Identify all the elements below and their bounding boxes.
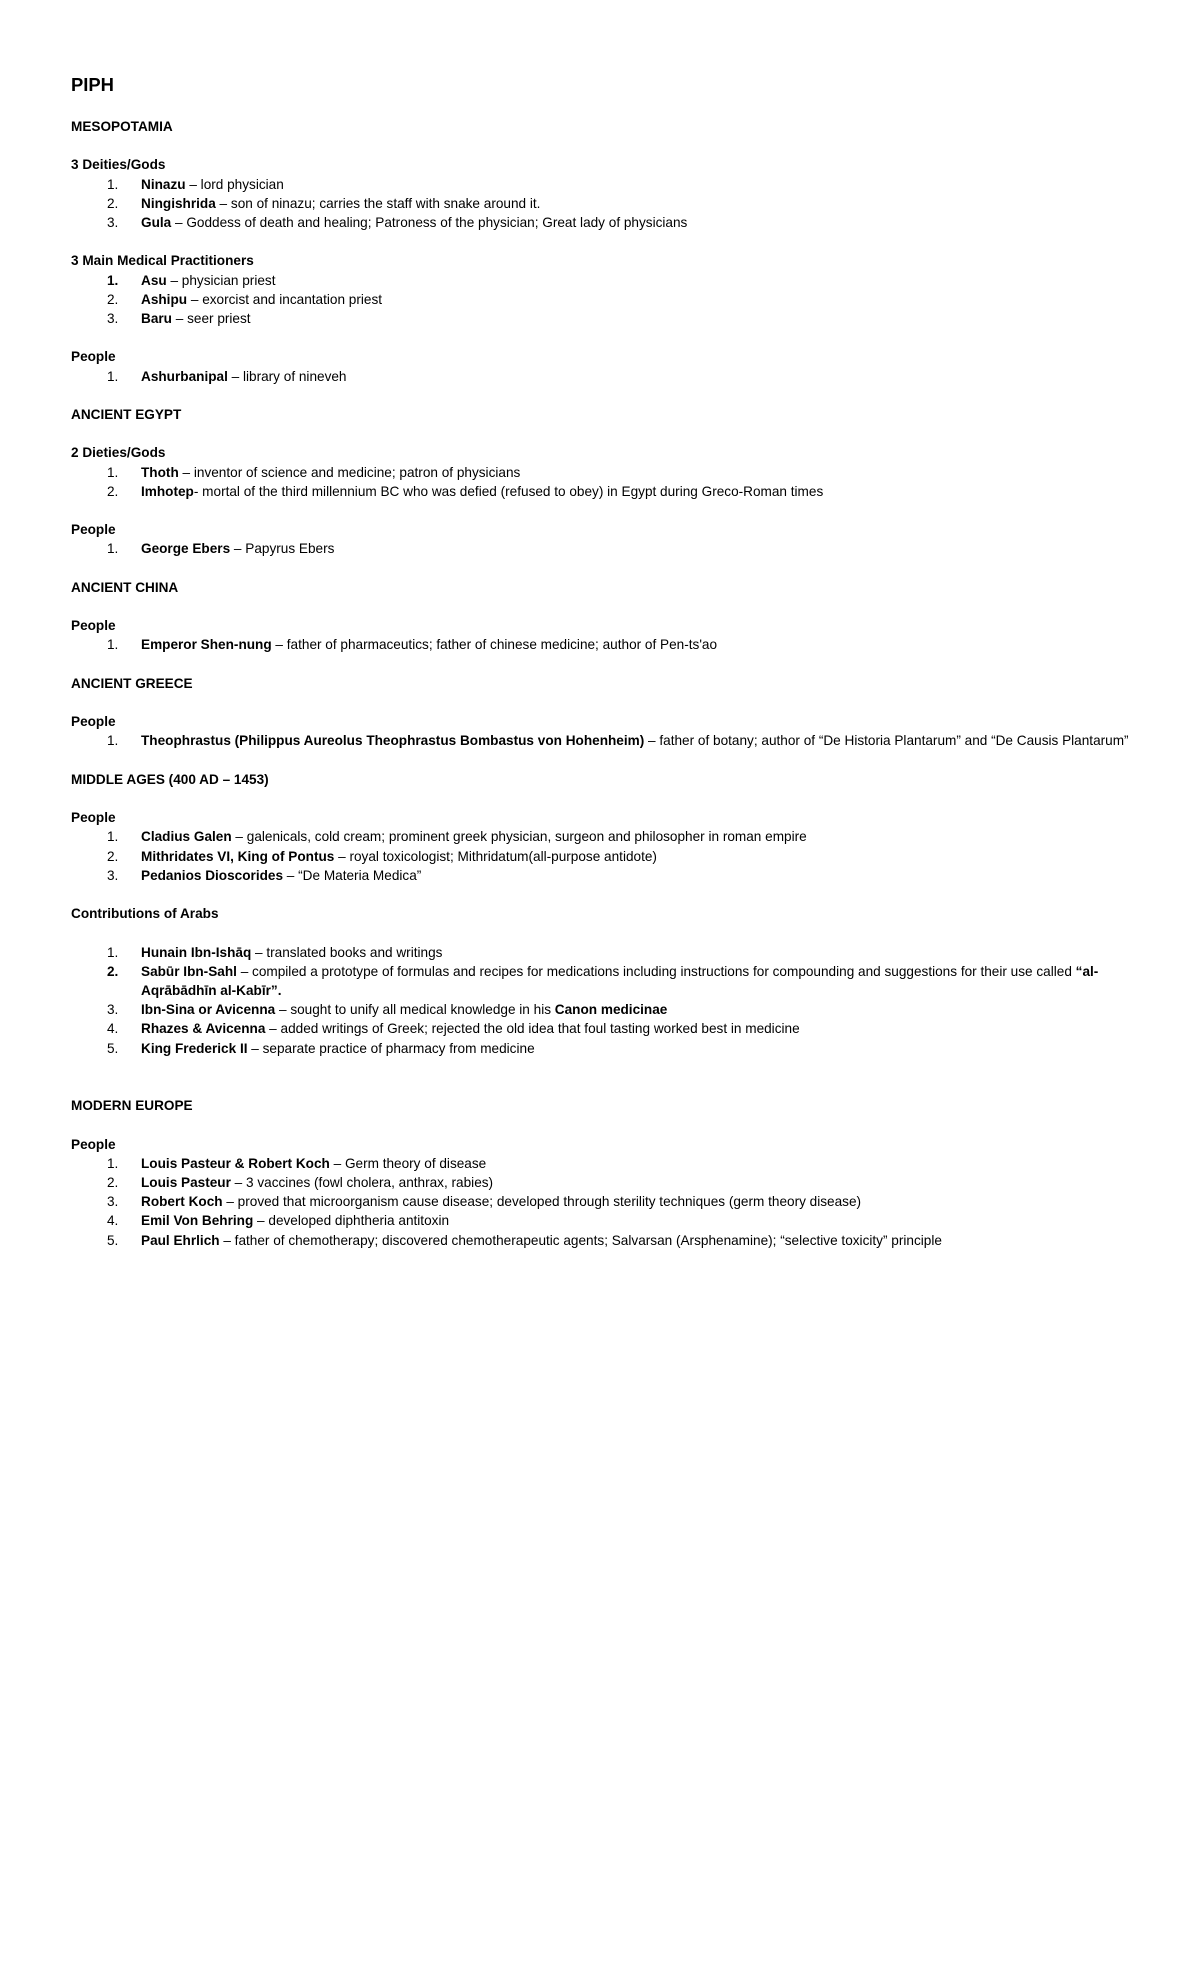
list-number: 1. bbox=[107, 829, 119, 845]
item-name: Mithridates VI, King of Pontus bbox=[141, 848, 335, 864]
egypt-people-group bbox=[71, 520, 1131, 558]
document-page bbox=[71, 74, 1131, 1269]
list-item bbox=[71, 463, 1131, 482]
arabs-group bbox=[71, 943, 1131, 1058]
item-name: Louis Pasteur bbox=[141, 1174, 231, 1190]
list-number: 3. bbox=[107, 1002, 119, 1018]
list-number: 1. bbox=[107, 1155, 119, 1171]
deities-list bbox=[71, 463, 1131, 501]
list-item bbox=[71, 1173, 1131, 1192]
people-list bbox=[71, 827, 1131, 885]
item-name: Louis Pasteur & Robert Koch bbox=[141, 1155, 330, 1171]
subheading-people: People bbox=[71, 714, 116, 730]
item-name: Imhotep bbox=[141, 483, 194, 499]
subheading-contributions-of-arabs: Contributions of Arabs bbox=[71, 906, 219, 922]
item-name: Ashurbanipal bbox=[141, 368, 228, 384]
item-emphasis: Canon medicinae bbox=[554, 1002, 668, 1018]
item-description: – separate practice of pharmacy from medicine bbox=[247, 1040, 535, 1056]
list-number: 5. bbox=[107, 1040, 119, 1056]
list-item bbox=[71, 847, 1131, 866]
item-description: – Goddess of death and healing; Patroness of the physician; Great lady of physicians bbox=[171, 215, 688, 230]
item-description: – exorcist and incantation priest bbox=[187, 291, 383, 307]
list-number: 5. bbox=[107, 1232, 119, 1248]
list-item bbox=[71, 1231, 1131, 1250]
people-list bbox=[71, 367, 1131, 386]
list-item bbox=[71, 827, 1131, 846]
item-name: Gula bbox=[141, 215, 172, 230]
item-name: Hunain Ibn-Ishāq bbox=[141, 944, 252, 960]
list-item bbox=[71, 213, 1131, 232]
item-description: – sought to unify all medical knowledge in his bbox=[275, 1002, 555, 1018]
item-name: Cladius Galen bbox=[141, 829, 232, 845]
item-name: Theophrastus (Philippus Aureolus Theophrastus Bombastus von Hohenheim) bbox=[141, 733, 645, 749]
people-list bbox=[71, 539, 1131, 558]
item-description: – seer priest bbox=[171, 311, 251, 326]
item-description: – son of ninazu; carries the staff with snake around it. bbox=[215, 195, 541, 211]
section-heading-mesopotamia: MESOPOTAMIA bbox=[71, 119, 173, 134]
mesopotamia-practitioners-group bbox=[71, 251, 1131, 328]
subheading-deities: 3 Deities/Gods bbox=[71, 157, 166, 173]
list-number: 1. bbox=[107, 464, 119, 480]
item-description: – physician priest bbox=[166, 272, 276, 288]
list-item bbox=[71, 482, 1131, 501]
list-number: 1. bbox=[107, 272, 119, 288]
item-name: Sabūr Ibn-Sahl bbox=[141, 963, 237, 979]
list-item bbox=[71, 866, 1131, 885]
item-emphasis: “al-Aqrābādhīn al-Kabīr”. bbox=[141, 963, 1099, 998]
section-heading-ancient-greece: ANCIENT GREECE bbox=[71, 675, 193, 691]
item-name: Paul Ehrlich bbox=[141, 1232, 220, 1248]
list-item bbox=[71, 194, 1131, 213]
modern-europe-people-group bbox=[71, 1135, 1131, 1250]
item-description: – translated books and writings bbox=[251, 944, 443, 960]
item-name: Baru bbox=[141, 311, 172, 326]
section-heading-middle-ages: MIDDLE AGES (400 AD – 1453) bbox=[71, 771, 269, 787]
list-item bbox=[71, 1039, 1131, 1058]
item-name: Emperor Shen-nung bbox=[141, 637, 272, 653]
subheading-people: People bbox=[71, 522, 116, 538]
china-people-group bbox=[71, 616, 1131, 654]
list-number: 3. bbox=[107, 1194, 119, 1210]
item-name: Emil Von Behring bbox=[141, 1213, 254, 1229]
item-name: Asu bbox=[141, 272, 167, 288]
mesopotamia-people-group bbox=[71, 347, 1131, 385]
item-name: George Ebers bbox=[141, 541, 231, 557]
item-name: Thoth bbox=[141, 464, 179, 480]
item-description: – “De Materia Medica” bbox=[283, 867, 422, 883]
list-number: 2. bbox=[107, 963, 119, 979]
item-name: Ashipu bbox=[141, 291, 188, 307]
subheading-people: People bbox=[71, 810, 116, 826]
item-name: Ninazu bbox=[141, 176, 186, 192]
mesopotamia-deities-group bbox=[71, 155, 1131, 232]
item-description: – inventor of science and medicine; patron of physicians bbox=[178, 464, 521, 480]
egypt-deities-group bbox=[71, 443, 1131, 501]
list-number: 2. bbox=[107, 195, 119, 211]
item-description: – father of botany; author of “De Historia Plantarum” and “De Causis Plantarum” bbox=[644, 733, 1129, 749]
list-item bbox=[71, 962, 1131, 1000]
item-name: Ningishrida bbox=[141, 195, 216, 211]
item-description: – 3 vaccines (fowl cholera, anthrax, rabies) bbox=[230, 1174, 494, 1190]
list-number: 2. bbox=[107, 1174, 119, 1190]
item-description: – Germ theory of disease bbox=[329, 1155, 487, 1171]
item-description: – royal toxicologist; Mithridatum(all-purpose antidote) bbox=[334, 848, 657, 864]
list-item bbox=[71, 1019, 1131, 1038]
section-heading-ancient-egypt: ANCIENT EGYPT bbox=[71, 406, 182, 422]
item-name: King Frederick II bbox=[141, 1040, 248, 1056]
people-list bbox=[71, 1154, 1131, 1250]
list-item bbox=[71, 290, 1131, 309]
list-number: 1. bbox=[107, 944, 119, 960]
greece-people-group bbox=[71, 712, 1131, 750]
list-number: 1. bbox=[107, 541, 119, 557]
list-number: 1. bbox=[107, 176, 119, 192]
deities-list bbox=[71, 175, 1131, 233]
spacer bbox=[71, 923, 1131, 942]
item-description: – library of nineveh bbox=[227, 368, 347, 384]
list-item bbox=[71, 367, 1131, 386]
document-title: PIPH bbox=[71, 74, 114, 95]
people-list bbox=[71, 635, 1131, 654]
subheading-people: People bbox=[71, 1136, 116, 1152]
subheading-practitioners: 3 Main Medical Practitioners bbox=[71, 253, 254, 269]
middle-ages-people-group bbox=[71, 808, 1131, 885]
list-number: 4. bbox=[107, 1021, 119, 1037]
list-number: 2. bbox=[107, 483, 119, 499]
list-number: 3. bbox=[107, 215, 119, 230]
section-heading-ancient-china: ANCIENT CHINA bbox=[71, 579, 179, 595]
list-item bbox=[71, 309, 1131, 328]
item-description: – added writings of Greek; rejected the old idea that foul tasting worked best in medicine bbox=[265, 1021, 800, 1037]
spacer bbox=[71, 1077, 1131, 1096]
arabs-list bbox=[71, 943, 1131, 1058]
item-description: - mortal of the third millennium BC who was defied (refused to obey) in Egypt during Greco-Roman times bbox=[193, 483, 824, 499]
item-name: Pedanios Dioscorides bbox=[141, 867, 284, 883]
list-item bbox=[71, 1000, 1131, 1019]
list-number: 3. bbox=[107, 311, 119, 326]
list-item bbox=[71, 1211, 1131, 1230]
subheading-people: People bbox=[71, 618, 116, 634]
list-item bbox=[71, 731, 1131, 750]
list-item bbox=[71, 175, 1131, 194]
list-number: 1. bbox=[107, 368, 119, 384]
list-number: 2. bbox=[107, 291, 119, 307]
item-description: – developed diphtheria antitoxin bbox=[253, 1213, 450, 1229]
practitioners-list bbox=[71, 271, 1131, 329]
item-name: Robert Koch bbox=[141, 1194, 223, 1210]
list-item bbox=[71, 271, 1131, 290]
item-description: – Papyrus Ebers bbox=[230, 541, 335, 557]
item-description: – proved that microorganism cause disease; developed through sterility techniques (germ theory disease) bbox=[222, 1194, 862, 1210]
item-description: – galenicals, cold cream; prominent greek physician, surgeon and philosopher in roman empire bbox=[231, 829, 807, 845]
list-number: 4. bbox=[107, 1213, 119, 1229]
list-number: 1. bbox=[107, 733, 119, 749]
item-description: – lord physician bbox=[185, 176, 284, 192]
people-list bbox=[71, 731, 1131, 750]
subheading-people: People bbox=[71, 349, 116, 365]
item-description: – father of chemotherapy; discovered chemotherapeutic agents; Salvarsan (Arsphenamine); “selective toxicity” principle bbox=[219, 1232, 942, 1248]
item-description: – compiled a prototype of formulas and recipes for medications including instructions for compounding and suggestions for their use called bbox=[236, 963, 1076, 979]
list-item bbox=[71, 635, 1131, 654]
list-number: 1. bbox=[107, 637, 119, 653]
subheading-deities: 2 Dieties/Gods bbox=[71, 445, 166, 461]
list-item bbox=[71, 943, 1131, 962]
list-item bbox=[71, 539, 1131, 558]
list-item bbox=[71, 1192, 1131, 1211]
list-number: 2. bbox=[107, 848, 119, 864]
item-description: – father of pharmaceutics; father of chinese medicine; author of Pen-ts'ao bbox=[271, 637, 718, 653]
list-item bbox=[71, 1154, 1131, 1173]
item-name: Ibn-Sina or Avicenna bbox=[141, 1002, 276, 1018]
section-heading-modern-europe: MODERN EUROPE bbox=[71, 1098, 193, 1114]
list-number: 3. bbox=[107, 867, 119, 883]
item-name: Rhazes & Avicenna bbox=[141, 1021, 266, 1037]
